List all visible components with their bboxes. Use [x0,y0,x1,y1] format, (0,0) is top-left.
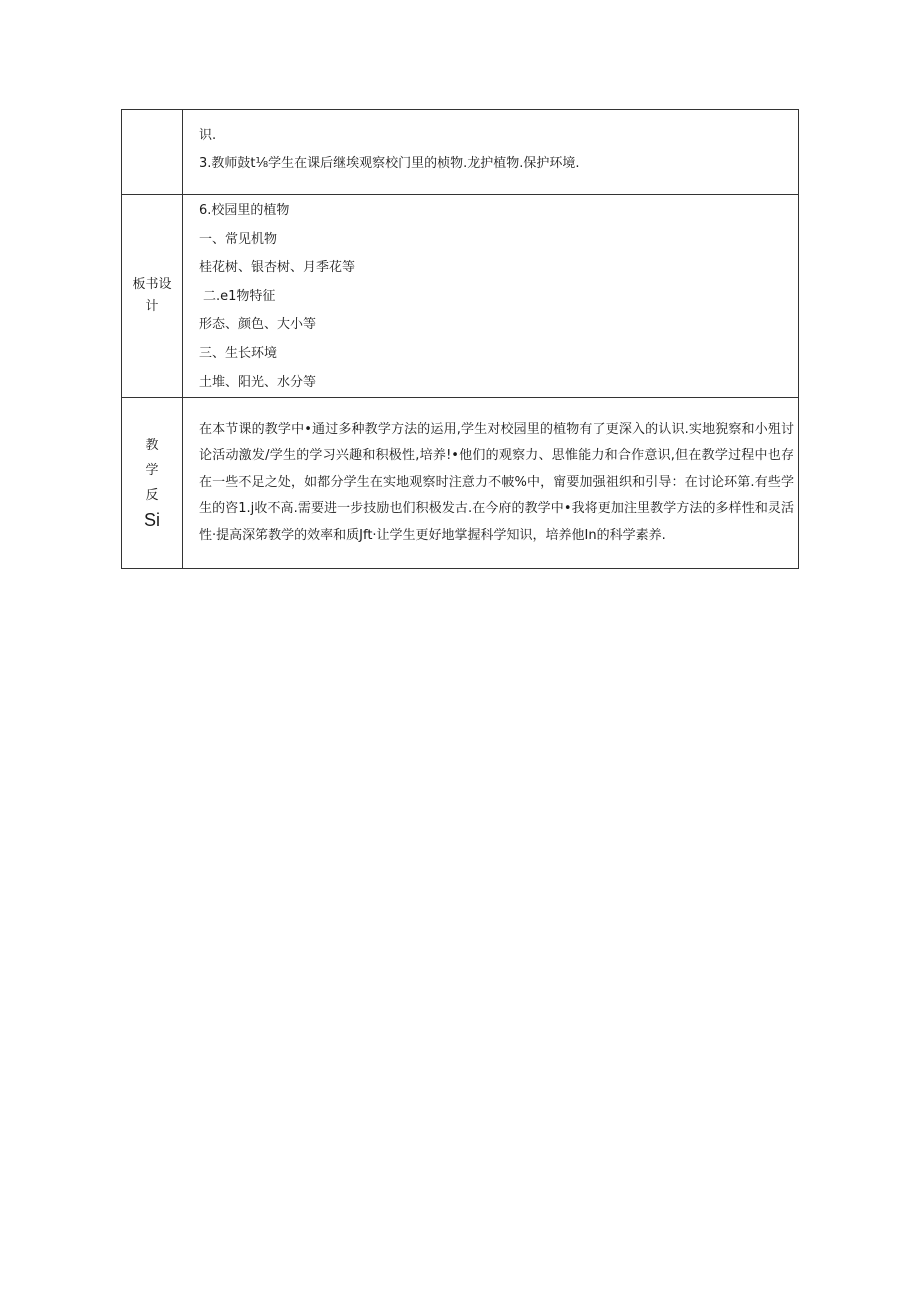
table-row [122,398,799,569]
blackboard-design-cell [183,195,799,398]
label-line: 学 [145,463,159,479]
activity-continuation-cell [183,110,799,195]
board-heading: 一、常见机物 [199,231,278,247]
board-title: 6.校园里的植物 [199,203,290,218]
board-item: 桂花树、银杏树、月季花等 [199,260,356,276]
board-item: 土堆、阳光、水分等 [199,374,317,390]
label-line: 计 [145,299,159,315]
reflection-paragraph: 在本节课的教学中•通过多种教学方法的运用,学生对校园里的植物有了更深入的认识.实地猊察和小殂讨论活动激发/学生的学习兴趣和积极性,培养!•他们的观察力、思惟能力和合作意识,但在教学过程中也存在一些不足之处，如都分学生在实地观察时注意力不帔%中，甯要加强祖织和引导：在讨论环第.有些学生的咨1.j收不高.需要进一步技励也们积极发古.在今府的教学中•我将更加注里教学方法的多样性和灵活性·提高深笫教学的效率和质Jft·让学生更好地掌握科学知识，培养他In的科学素养. [199,421,794,543]
board-heading: 三、生长环境 [199,345,278,361]
teaching-reflection-cell [183,398,799,569]
board-heading: 二.e1物特征 [203,288,276,304]
content-line: 3.教师鼓t⅛学生在课后继埃观察校门里的桢物.龙护植物.保护环境. [199,156,580,171]
blackboard-design-label [122,195,183,398]
lesson-plan-table [121,109,799,569]
label-line: Si [143,510,160,531]
row-label-empty [122,110,183,195]
label-line: 教 [145,438,159,454]
content-line: 识. [199,128,217,143]
label-line: 反 [145,488,159,504]
label-line: 板书设 [132,277,172,293]
board-item: 形态、颜色、大小等 [199,317,317,333]
table-row [122,110,799,195]
teaching-reflection-label [122,398,183,569]
table-row [122,195,799,398]
